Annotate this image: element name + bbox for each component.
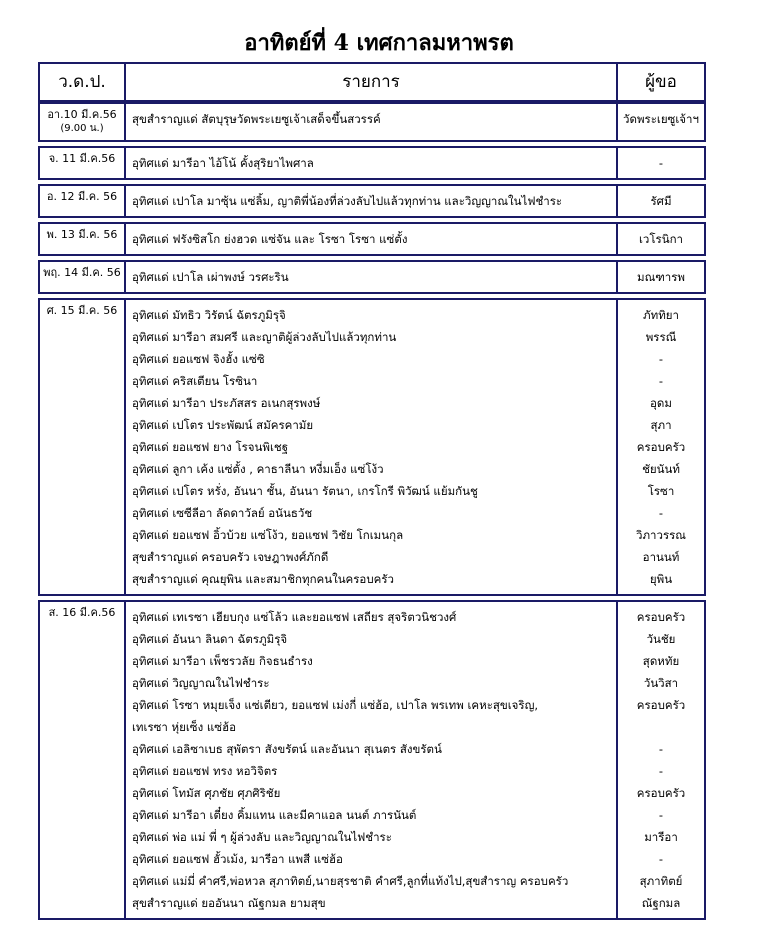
intention-line: อุทิศแด่ วิญญาณในไฟชำระ: [132, 676, 270, 690]
requester-line: วัดพระเยซูเจ้าฯ: [623, 112, 699, 126]
row-date: [40, 186, 126, 216]
intention-line: อุทิศแด่ ยอแซฟ อิ้วบ้วย แซ่โง้ว, ยอแซฟ วิชัย โกเมนกุล: [132, 528, 404, 542]
table-row: [38, 298, 706, 596]
row-date: [40, 148, 126, 178]
row-items: [126, 148, 618, 178]
requester-line: สุภา: [650, 418, 672, 432]
intention-line: อุทิศแด่ อันนา ลินดา ฉัตรภูมิรุจิ: [132, 632, 288, 646]
row-requesters: [618, 186, 704, 216]
intention-line: อุทิศแด่ มารีอา สมศรี และญาติผู้ล่วงลับไปแล้วทุกท่าน: [132, 330, 397, 344]
requester-line: -: [658, 808, 664, 822]
requester-line: วันวิสา: [643, 676, 679, 690]
row-items: [126, 262, 618, 292]
row-requesters: [618, 300, 704, 594]
table-row: [38, 222, 706, 256]
requester-line: ครอบครัว: [636, 786, 686, 800]
row-date: [40, 262, 126, 292]
requester-line: อานนท์: [642, 550, 680, 564]
row-date: [40, 104, 126, 140]
header-item: รายการ: [126, 64, 618, 100]
row-items: [126, 602, 618, 918]
intention-line: อุทิศแด่ ยอแซฟ ทรง หอวิจิตร: [132, 764, 278, 778]
intention-line: เทเรซา หุ่ยเซ็ง แซ่ฮ้อ: [132, 720, 237, 734]
requester-line: พรรณี: [645, 330, 677, 344]
table-row: [38, 184, 706, 218]
intention-line: อุทิศแด่ มารีอา ไอ้โน้ คั้งสุริยาไพศาล: [132, 156, 314, 170]
table-row: [38, 260, 706, 294]
requester-line: สุภาทิตย์: [639, 874, 683, 888]
row-date-text: อา.10 มี.ค.56: [47, 108, 117, 121]
requester-line: วิภาวรรณ: [636, 528, 686, 542]
requester-line: ครอบครัว: [636, 440, 686, 454]
requester-line: ครอบครัว: [636, 698, 686, 712]
page-title: อาทิตย์ที่ 4 เทศกาลมหาพรต: [244, 30, 514, 56]
intention-line: อุทิศแด่ เอลิซาเบธ สุพัตรา สังขรัตน์ และอันนา สุเนตร สังขรัตน์: [132, 742, 442, 756]
intention-line: สุขสำราญแด่ สัตบุรุษวัดพระเยซูเจ้าเสด็จขึ้นสวรรค์: [132, 112, 381, 126]
requester-line: มณฑารพ: [636, 270, 685, 284]
requester-line: -: [658, 506, 664, 520]
requester-line: ครอบครัว: [636, 610, 686, 624]
row-requesters: [618, 104, 704, 140]
table-row: [38, 600, 706, 920]
row-items: [126, 224, 618, 254]
requester-line: ภัททิยา: [643, 308, 679, 322]
requester-line: -: [658, 852, 664, 866]
table-body: [38, 102, 706, 920]
table-row: [38, 146, 706, 180]
row-date: [40, 300, 126, 594]
requester-line: ชัยนันท์: [642, 462, 680, 476]
intention-line: สุขสำราญแด่ ครอบครัว เจษฎาพงศ์ภักดี: [132, 550, 329, 564]
requester-line: มารีอา: [644, 830, 678, 844]
intention-line: อุทิศแด่ เปโตร หรั่ง, อันนา ชั้น, อันนา รัตนา, เกรโกรี พิวัฒน์ แย้มกันชู: [132, 484, 478, 498]
intention-line: อุทิศแด่ ยอแซฟ ฮั้วเม้ง, มารีอา แพสี แซ่ฮ้อ: [132, 852, 343, 866]
intention-line: อุทิศแด่ มารีอา เตี๋ยง คิ้มแทน และมีคาแอล นนต์ ภารนันต์: [132, 808, 417, 822]
row-requesters: [618, 148, 704, 178]
requester-line: -: [658, 742, 664, 756]
mass-intention-table: [38, 62, 706, 920]
table-row: [38, 102, 706, 142]
requester-line: ณัฐกมล: [641, 896, 681, 910]
row-date-text: พ. 13 มี.ค. 56: [46, 228, 118, 241]
requester-line: -: [658, 352, 664, 366]
requester-line: โรซา: [647, 484, 675, 498]
row-requesters: [618, 262, 704, 292]
row-date-text: ส. 16 มี.ค.56: [48, 606, 116, 619]
intention-line: อุทิศแด่ คริสเตียน โรซินา: [132, 374, 258, 388]
requester-line: อุดม: [650, 396, 672, 410]
intention-line: อุทิศแด่ พ่อ แม่ พี่ ๆ ผู้ล่วงลับ และวิญญาณในไฟชำระ: [132, 830, 392, 844]
requester-line: รัศมี: [650, 194, 672, 208]
intention-line: อุทิศแด่ เทเรซา เฮียบกุง แซ่โล้ว และยอแซฟ เสถียร สุจริตวนิชวงศ์: [132, 610, 457, 624]
requester-line: สุดหทัย: [642, 654, 680, 668]
row-items: [126, 104, 618, 140]
intention-line: อุทิศแด่ ฟรังซิสโก ย่งฮวด แซ่จัน และ โรซา โรซา แซ่ตั้ง: [132, 232, 408, 246]
row-date: [40, 224, 126, 254]
intention-line: อุทิศแด่ ยอแซฟ จิงฮั้ง แซ่ซิ: [132, 352, 265, 366]
row-date-text: พฤ. 14 มี.ค. 56: [43, 266, 121, 279]
row-date: [40, 602, 126, 918]
intention-line: อุทิศแด่ ลูกา เค้ง แซ่ตั้ง , คาธาลีนา หงี่มเอ็ง แซ่โง้ว: [132, 462, 384, 476]
row-date-text: จ. 11 มี.ค.56: [48, 152, 116, 165]
row-date-text: ศ. 15 มี.ค. 56: [46, 304, 118, 317]
requester-line: -: [658, 374, 664, 388]
row-date-text: อ. 12 มี.ค. 56: [46, 190, 118, 203]
requester-line: -: [658, 156, 664, 170]
requester-line: [620, 716, 702, 738]
intention-line: อุทิศแด่ เปาโล เผ่าพงษ์ วรศะริน: [132, 270, 289, 284]
intention-line: อุทิศแด่ เซซีลีอา ลัดดาวัลย์ อนันธวัช: [132, 506, 313, 520]
header-date: ว.ด.ป.: [40, 64, 126, 100]
intention-line: อุทิศแด่ เปโตร ประพัฒน์ สมัครคามัย: [132, 418, 314, 432]
intention-line: อุทิศแด่ แม่มี่ คำศรี,พ่อหวล สุภาทิตย์,นายสุรชาติ คำศรี,ลูกที่แท้งไป,สุขสำราญ ครอบครัว: [132, 874, 569, 888]
intention-line: อุทิศแด่ มัทธิว วิรัตน์ ฉัตรภูมิรุจิ: [132, 308, 286, 322]
requester-line: -: [658, 764, 664, 778]
intention-line: อุทิศแด่ มารีอา ประภัสสร อเนกสุรพงษ์: [132, 396, 321, 410]
row-date-time: (9.00 น.): [60, 123, 104, 134]
requester-line: วันชัย: [646, 632, 676, 646]
requester-line: เวโรนิกา: [638, 232, 684, 246]
row-items: [126, 300, 618, 594]
requester-line: ยุพิน: [649, 572, 673, 586]
table-header: [38, 62, 706, 102]
header-requester: ผู้ขอ: [645, 72, 677, 92]
intention-line: สุขสำราญแด่ ยออันนา ณัฐกมล ยามสุข: [132, 896, 326, 910]
intention-line: อุทิศแด่ โทมัส ศุภชัย ศุภศิริชัย: [132, 786, 281, 800]
row-items: [126, 186, 618, 216]
intention-line: อุทิศแด่ เปาโล มาซุ้น แซ่ลิ้ม, ญาติพี่น้องที่ล่วงลับไปแล้วทุกท่าน และวิญญาณในไฟชำระ: [132, 194, 563, 208]
intention-line: อุทิศแด่ โรซา หมุยเจ็ง แซ่เตียว, ยอแซฟ เม่งกี่ แซ่ฮ้อ, เปาโล พรเทพ เคหะสุขเจริญ,: [132, 698, 539, 712]
row-requesters: [618, 224, 704, 254]
row-requesters: [618, 602, 704, 918]
intention-line: สุขสำราญแด่ คุณยุพิน และสมาชิกทุกคนในครอบครัว: [132, 572, 394, 586]
intention-line: อุทิศแด่ ยอแซฟ ยาง โรจนพิเชฐ: [132, 440, 289, 454]
intention-line: อุทิศแด่ มารีอา เพ็ชรวลัย กิจธนธำรง: [132, 654, 313, 668]
